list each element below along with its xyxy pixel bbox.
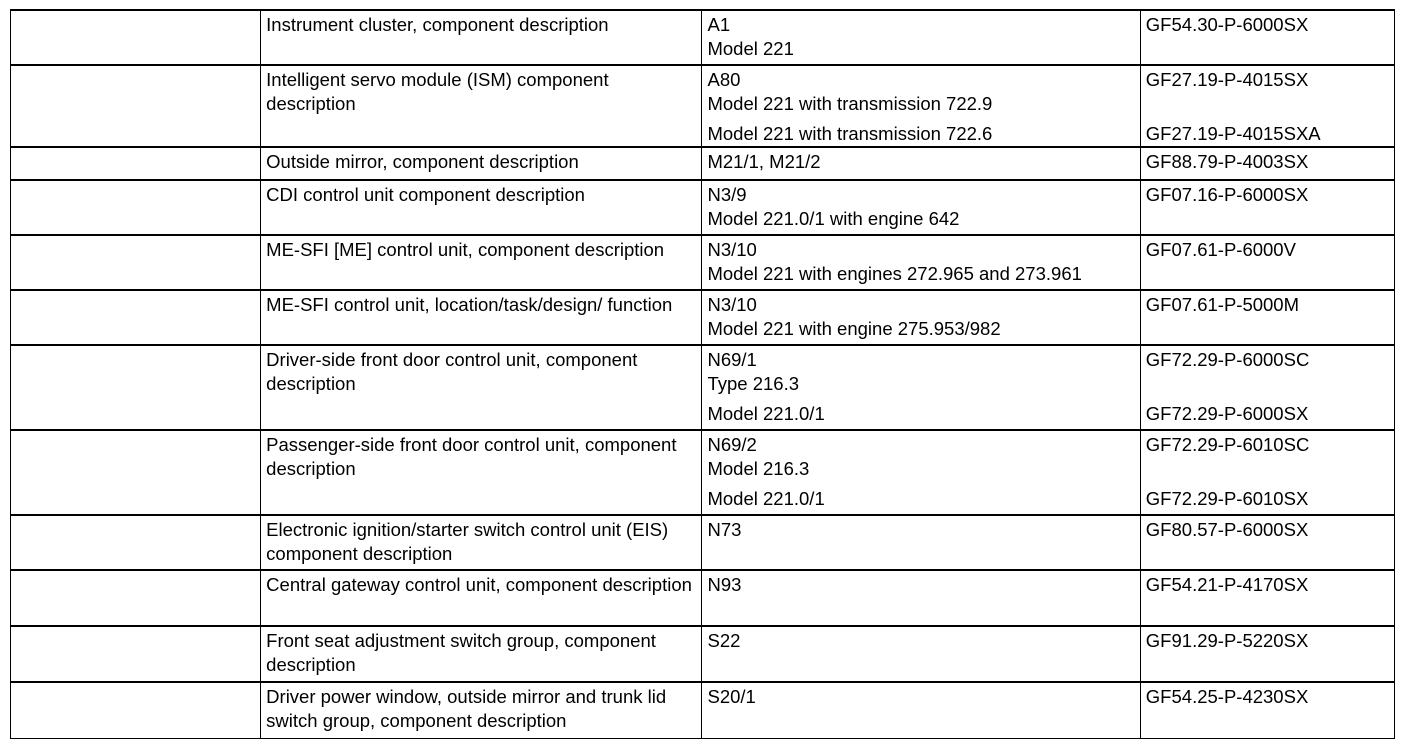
designation-code: S22	[707, 630, 741, 651]
table-row	[11, 570, 1395, 626]
designation-code: A1	[707, 14, 731, 35]
designation-code: N3/10	[707, 294, 757, 315]
blank-cell	[11, 682, 261, 738]
component-reference-table	[10, 9, 1395, 739]
designation-cell	[702, 682, 1140, 738]
document-reference: GF88.79-P-4003SX	[1145, 151, 1309, 172]
description-cell: Passenger-side front door control unit, component description	[261, 430, 702, 515]
blank-cell	[11, 10, 261, 65]
blank-cell	[11, 180, 261, 235]
blank-cell	[11, 515, 261, 570]
document-reference: GF91.29-P-5220SX	[1145, 630, 1309, 651]
description-cell: Front seat adjustment switch group, component description	[261, 626, 702, 682]
designation-code: N69/2	[707, 434, 757, 455]
description-cell: Instrument cluster, component description	[261, 10, 702, 65]
designation-cell	[702, 235, 1140, 290]
document-reference: GF72.29-P-6010SC	[1145, 434, 1310, 455]
document-reference: GF27.19-P-4015SXA	[1145, 123, 1321, 144]
table-row	[11, 626, 1395, 682]
document-reference: GF07.61-P-6000V	[1145, 239, 1296, 260]
table-row	[11, 180, 1395, 235]
table-row	[11, 430, 1395, 515]
reference-cell	[1140, 10, 1394, 65]
description-cell: Driver-side front door control unit, component description	[261, 345, 702, 430]
designation-cell	[702, 570, 1140, 626]
model-line: Model 221 with transmission 722.6	[707, 123, 993, 144]
reference-cell	[1140, 147, 1394, 180]
reference-cell	[1140, 682, 1394, 738]
blank-cell	[11, 235, 261, 290]
document-reference: GF54.25-P-4230SX	[1145, 686, 1309, 707]
blank-cell	[11, 626, 261, 682]
table-row	[11, 65, 1395, 147]
reference-cell	[1140, 180, 1394, 235]
description-cell: Outside mirror, component description	[261, 147, 702, 180]
designation-cell	[702, 180, 1140, 235]
model-line: Model 221.0/1	[707, 403, 825, 424]
description-cell: ME-SFI control unit, location/task/design/ function	[261, 290, 702, 345]
blank-cell	[11, 430, 261, 515]
designation-code: N93	[707, 574, 742, 595]
table-row	[11, 290, 1395, 345]
blank-cell	[11, 65, 261, 147]
description-cell: Central gateway control unit, component description	[261, 570, 702, 626]
document-reference: GF27.19-P-4015SX	[1145, 69, 1309, 90]
description-cell: Electronic ignition/starter switch control unit (EIS) component description	[261, 515, 702, 570]
description-cell: CDI control unit component description	[261, 180, 702, 235]
designation-cell	[702, 65, 1140, 147]
model-line: Model 221.0/1 with engine 642	[707, 208, 960, 229]
reference-cell	[1140, 235, 1394, 290]
document-reference: GF54.21-P-4170SX	[1145, 574, 1309, 595]
designation-cell	[702, 147, 1140, 180]
model-line: Model 221 with engines 272.965 and 273.961	[707, 263, 1082, 284]
reference-cell	[1140, 345, 1394, 430]
description-cell: Driver power window, outside mirror and trunk lid switch group, component description	[261, 682, 702, 738]
document-reference: GF54.30-P-6000SX	[1145, 14, 1309, 35]
designation-code: N3/10	[707, 239, 757, 260]
designation-code: M21/1, M21/2	[707, 151, 821, 172]
designation-cell	[702, 10, 1140, 65]
reference-cell	[1140, 570, 1394, 626]
document-reference: GF72.29-P-6000SC	[1145, 349, 1310, 370]
blank-cell	[11, 570, 261, 626]
document-reference: GF72.29-P-6000SX	[1145, 403, 1309, 424]
table-row	[11, 515, 1395, 570]
designation-code: S20/1	[707, 686, 756, 707]
table-body	[11, 10, 1395, 738]
description-cell: ME-SFI [ME] control unit, component description	[261, 235, 702, 290]
document-reference: GF72.29-P-6010SX	[1145, 488, 1309, 509]
reference-cell	[1140, 626, 1394, 682]
document-reference: GF07.61-P-5000M	[1145, 294, 1300, 315]
document-reference: GF07.16-P-6000SX	[1145, 184, 1309, 205]
table-row	[11, 10, 1395, 65]
designation-cell	[702, 430, 1140, 515]
designation-cell	[702, 515, 1140, 570]
blank-cell	[11, 290, 261, 345]
designation-code: N3/9	[707, 184, 747, 205]
blank-cell	[11, 147, 261, 180]
designation-cell	[702, 345, 1140, 430]
designation-cell	[702, 626, 1140, 682]
designation-code: N69/1	[707, 349, 757, 370]
model-line: Model 221	[707, 38, 794, 59]
model-line: Model 221.0/1	[707, 488, 825, 509]
table-row	[11, 345, 1395, 430]
designation-code: N73	[707, 519, 742, 540]
table-row	[11, 235, 1395, 290]
reference-cell	[1140, 290, 1394, 345]
document-reference: GF80.57-P-6000SX	[1145, 519, 1309, 540]
reference-cell	[1140, 430, 1394, 515]
designation-cell	[702, 290, 1140, 345]
model-line: Model 221 with engine 275.953/982	[707, 318, 1001, 339]
designation-code: A80	[707, 69, 741, 90]
reference-cell	[1140, 515, 1394, 570]
model-line: Model 216.3	[707, 458, 810, 479]
description-cell: Intelligent servo module (ISM) component description	[261, 65, 702, 147]
model-line: Type 216.3	[707, 373, 800, 394]
blank-cell	[11, 345, 261, 430]
reference-cell	[1140, 65, 1394, 147]
table-row	[11, 147, 1395, 180]
table-row	[11, 682, 1395, 738]
model-line: Model 221 with transmission 722.9	[707, 93, 993, 114]
